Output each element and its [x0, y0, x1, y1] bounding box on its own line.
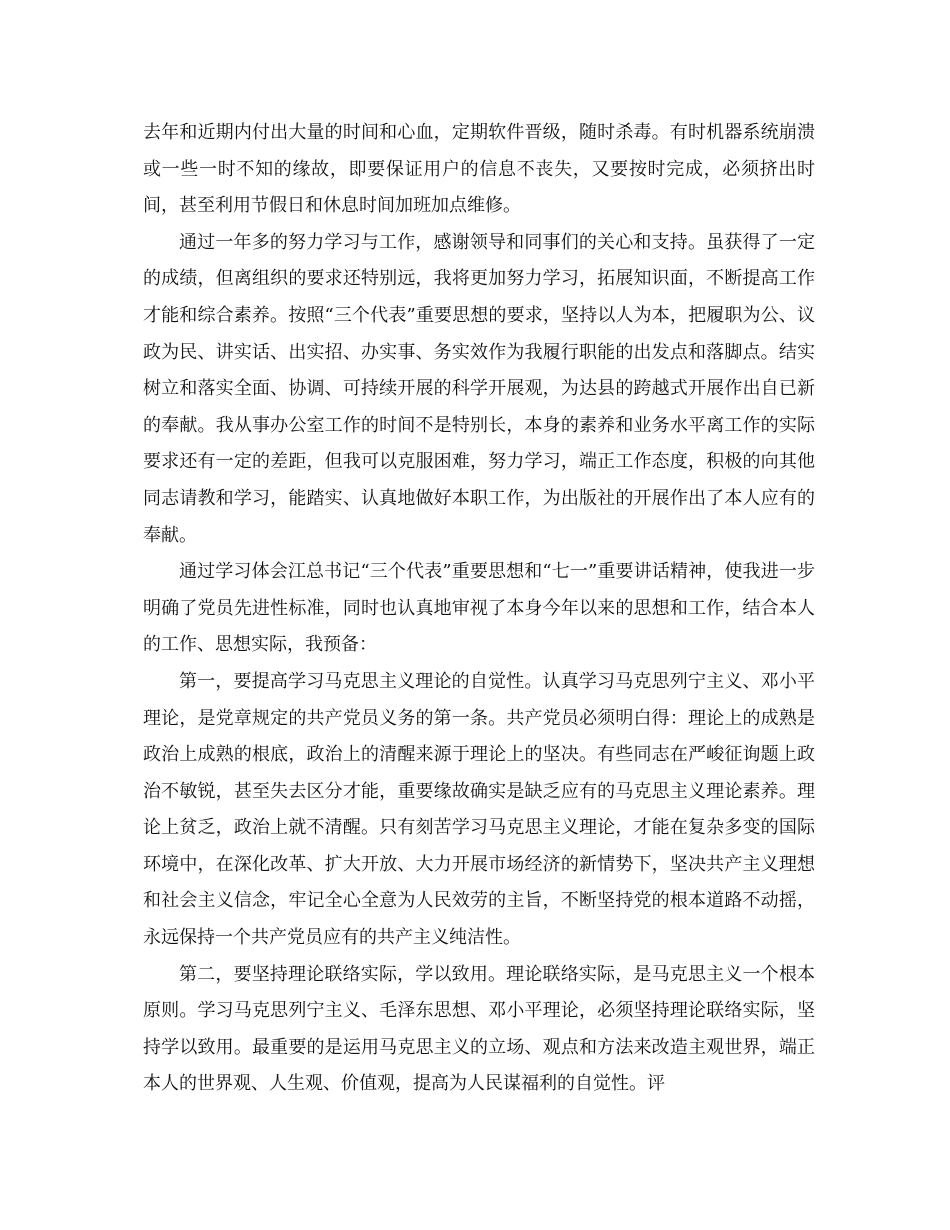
paragraph-2: 通过一年多的努力学习与工作，感谢领导和同事们的关心和支持。虽获得了一定的成绩，但离组织的要求还特别远，我将更加努力学习，拓展知识面，不断提高工作才能和综合素养。按照“三个代表”重要思想的要求，坚持以人为本，把履职为公、议政为民、讲实话、出实招、办实事、务实效作为我履行职能的出发点和落脚点。结实树立和落实全面、协调、可持续开展的科学开展观，为达县的跨越式开展作出自已新的奉献。我从事办公室工作的时间不是特别长，本身的素养和业务水平离工作的实际要求还有一定的差距，但我可以克服困难，努力学习，端正工作态度，积极的向其他同志请教和学习，能踏实、认真地做好本职工作，为出版社的开展作出了本人应有的奉献。 [143, 231, 815, 546]
paragraph-4: 第一，要提高学习马克思主义理论的自觉性。认真学习马克思列宁主义、邓小平理论，是党章规定的共产党员义务的第一条。共产党员必须明白得：理论上的成熟是政治上成熟的根底，政治上的清醒来源于理论上的坚决。有些同志在严峻征询题上政治不敏锐，甚至失去区分才能，重要缘故确实是缺乏应有的马克思主义理论素养。理论上贫乏，政治上就不清醒。只有刻苦学习马克思主义理论，才能在复杂多变的国际环境中，在深化改革、扩大开放、大力开展市场经济的新情势下，坚决共产主义理想和社会主义信念，牢记全心全意为人民效劳的主旨，不断坚持党的根本道路不动摇，永远保持一个共产党员应有的共产主义纯洁性。 [143, 670, 815, 949]
paragraph-1: 去年和近期内付出大量的时间和心血，定期软件晋级，随时杀毒。有时机器系统崩溃或一些一时不知的缘故，即要保证用户的信息不丧失，又要按时完成，必须挤出时间，甚至利用节假日和休息时间加班加点维修。 [143, 122, 815, 217]
paragraph-3: 通过学习体会江总书记“三个代表”重要思想和“七一”重要讲话精神，使我进一步明确了党员先进性标准，同时也认真地审视了本身今年以来的思想和工作，结合本人的工作、思想实际，我预备： [143, 561, 815, 656]
paragraph-5: 第二，要坚持理论联络实际，学以致用。理论联络实际，是马克思主义一个根本原则。学习马克思列宁主义、毛泽东思想、邓小平理论，必须坚持理论联络实际，坚持学以致用。最重要的是运用马克思主义的立场、观点和方法来改造主观世界，端正本人的世界观、人生观、价值观，提高为人民谋福利的自觉性。评 [143, 963, 815, 1095]
document-page [143, 115, 815, 1103]
